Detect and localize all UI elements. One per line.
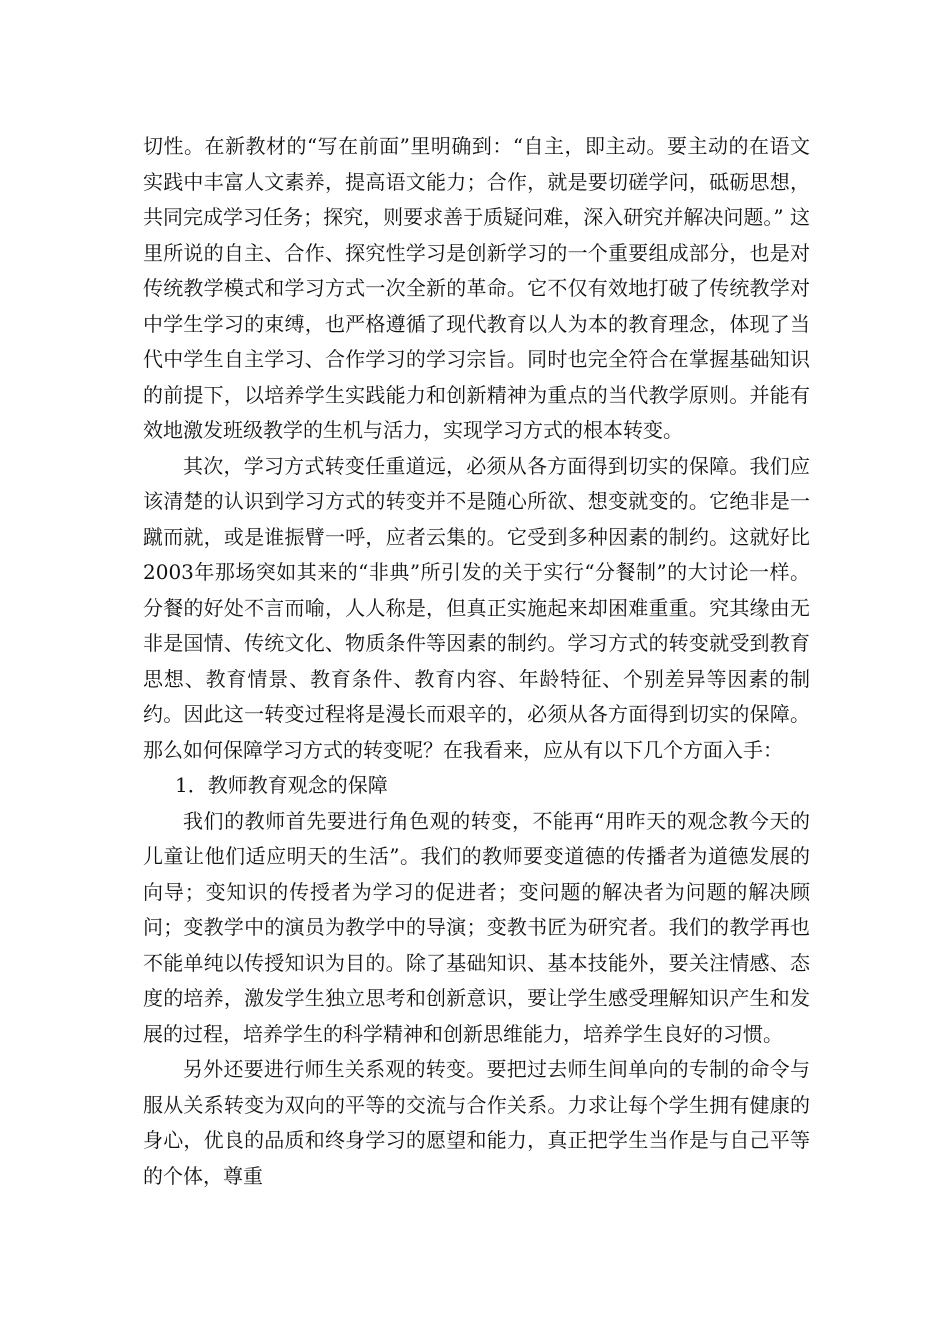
paragraph-relationship-change: 另外还要进行师生关系观的转变。要把过去师生间单向的专制的命令与服从关系转变为双向的平等的交流与合作关系。力求让每个学生拥有健康的身心，优良的品质和终身学习的愿望和能力，真正把学生当作是与自己平等的个体，尊重: [143, 1057, 810, 1188]
section-heading-teacher-concept: 1．教师教育观念的保障: [175, 773, 388, 797]
paragraph-continuation: 切性。在新教材的“写在前面”里明确到：“自主，即主动。要主动的在语文实践中丰富人文素养，提高语文能力；合作，就是要切磋学问，砥砺思想，共同完成学习任务；探究，则要求善于质疑问难，深入研究并解决问题。” 这里所说的自主、合作、探究性学习是创新学习的一个重要组成部分，也是对传统教学模式和学习方式一次全新的革命。它不仅有效地打破了传统教学对中学生学习的束缚，也严格遵循了现代教育以人为本的教育理念，体现了当代中学生自主学习、合作学习的学习宗旨。同时也完全符合在掌握基础知识的前提下，以培养学生实践能力和创新精神为重点的当代教学原则。并能有效地激发班级教学的生机与活力，实现学习方式的根本转变。: [143, 134, 810, 442]
paragraph-role-change: 我们的教师首先要进行角色观的转变，不能再“用昨天的观念教今天的儿童让他们适应明天的生活”。我们的教师要变道德的传播者为道德发展的向导；变知识的传授者为学习的促进者；变问题的解决者为问题的解决顾问；变教学中的演员为教学中的导演；变教书匠为研究者。我们的教学再也不能单纯以传授知识为目的。除了基础知识、基本技能外，要关注情感、态度的培养，激发学生独立思考和创新意识，要让学生感受理解知识产生和发展的过程，培养学生的科学精神和创新思维能力，培养学生良好的习惯。: [143, 808, 810, 1046]
document-body: [143, 129, 810, 1194]
paragraph-second-point: 其次，学习方式转变任重道远，必须从各方面得到切实的保障。我们应该清楚的认识到学习方式的转变并不是随心所欲、想变就变的。它绝非是一蹴而就，或是谁振臂一呼，应者云集的。它受到多种因素的制约。这就好比2003年那场突如其来的“非典”所引发的关于实行“分餐制”的大讨论一样。分餐的好处不言而喻，人人称是，但真正实施起来却困难重重。究其缘由无非是国情、传统文化、物质条件等因素的制约。学习方式的转变就受到教育思想、教育情景、教育条件、教育内容、年龄特征、个别差异等因素的制约。因此这一转变过程将是漫长而艰辛的，必须从各方面得到切实的保障。那么如何保障学习方式的转变呢？在我看来，应从有以下几个方面入手：: [143, 453, 810, 762]
